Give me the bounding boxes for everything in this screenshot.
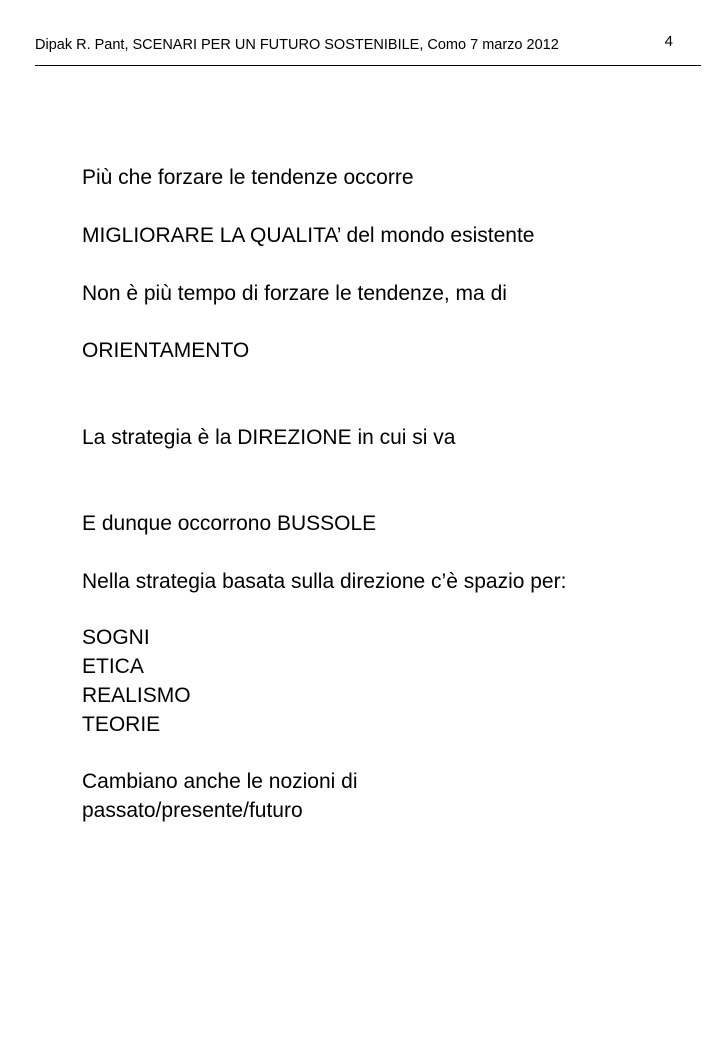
text-line: La strategia è la DIREZIONE in cui si va bbox=[82, 426, 456, 449]
header-divider bbox=[35, 65, 701, 66]
running-title: Dipak R. Pant, SCENARI PER UN FUTURO SOSTENIBILE, Como 7 marzo 2012 bbox=[35, 37, 559, 53]
page-number: 4 bbox=[664, 33, 673, 50]
text-line: SOGNI bbox=[82, 626, 150, 649]
text-line: TEORIE bbox=[82, 713, 161, 736]
text-line: Nella strategia basata sulla direzione c’è spazio per: bbox=[82, 570, 567, 593]
text-line: Più che forzare le tendenze occorre bbox=[82, 166, 414, 189]
text-line: REALISMO bbox=[82, 684, 191, 707]
text-line: passato/presente/futuro bbox=[82, 799, 303, 822]
page-header bbox=[35, 33, 701, 66]
text-line: MIGLIORARE LA QUALITA’ del mondo esistente bbox=[82, 224, 535, 247]
text-line: ETICA bbox=[82, 655, 144, 678]
text-line: E dunque occorrono BUSSOLE bbox=[82, 512, 377, 535]
text-line: ORIENTAMENTO bbox=[82, 339, 250, 362]
text-line: Cambiano anche le nozioni di bbox=[82, 770, 358, 793]
text-line: Non è più tempo di forzare le tendenze, ma di bbox=[82, 282, 507, 305]
